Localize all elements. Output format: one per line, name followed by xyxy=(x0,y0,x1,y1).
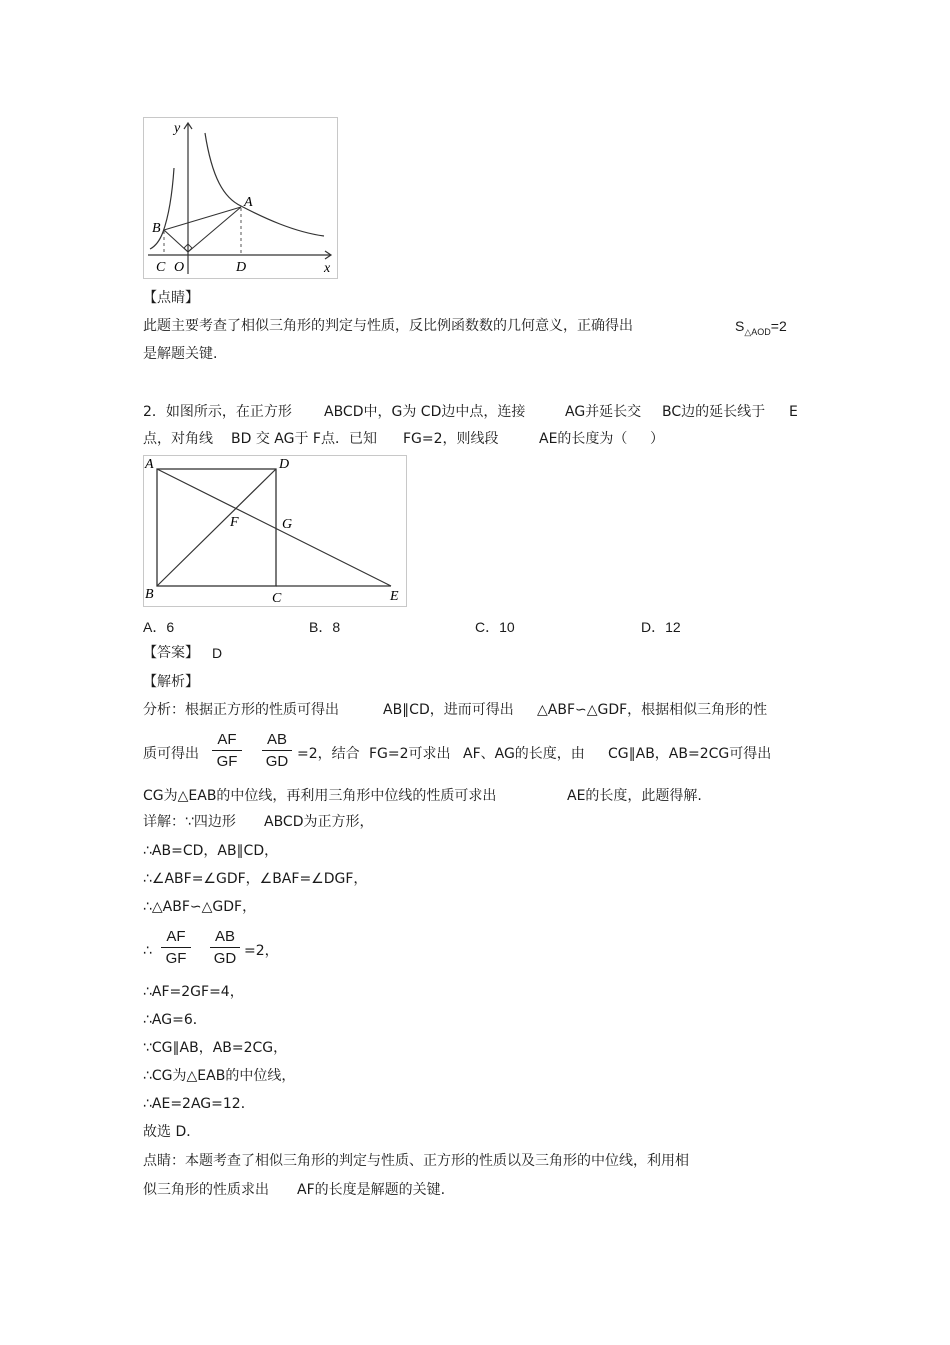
fraction-numerator: AB xyxy=(210,928,240,948)
segment-ba xyxy=(164,207,241,230)
option-b: B．8 xyxy=(309,619,341,635)
analysis-p3-b: AE的长度，此题得解. xyxy=(567,788,702,804)
analysis-p1-b: AB∥CD，进而可得出 xyxy=(383,702,514,718)
label-c: C xyxy=(156,260,166,275)
square-diagram xyxy=(144,456,406,606)
problem2-line1-d: BC边的延长线于 xyxy=(662,404,766,420)
comment1-heading: 【点睛】 xyxy=(143,290,199,306)
label-g: G xyxy=(282,517,293,532)
step-4-prefix: ∴ xyxy=(143,943,152,959)
analysis-p1-a: 分析：根据正方形的性质可得出 xyxy=(143,702,339,718)
fraction-denominator: GD xyxy=(213,950,237,967)
comment2-line1: 点睛：本题考查了相似三角形的判定与性质、正方形的性质以及三角形的中位线，利用相 xyxy=(143,1153,689,1169)
option-c: C．10 xyxy=(475,619,515,635)
step-9: ∴AE=2AG=12． xyxy=(143,1096,255,1112)
step-6: ∴AG=6． xyxy=(143,1012,207,1028)
comment2-line2-a: 似三角形的性质求出 xyxy=(143,1182,269,1198)
figure-hyperbola xyxy=(143,117,338,279)
label-c: C xyxy=(272,591,282,606)
analysis-p2-a: 质可得出 xyxy=(143,746,199,762)
s-symbol: S xyxy=(735,318,745,334)
label-o: O xyxy=(174,260,185,275)
analysis-heading: 【解析】 xyxy=(143,674,199,690)
problem2-line2-a: 点，对角线 xyxy=(143,431,213,447)
hyperbola-right-branch xyxy=(205,133,324,236)
label-b: B xyxy=(152,221,161,236)
fraction-denominator: GF xyxy=(216,753,238,770)
segment-ae xyxy=(157,469,391,586)
s-subscript: △AOD xyxy=(744,326,771,337)
step-8: ∴CG为△EAB的中位线， xyxy=(143,1068,296,1084)
answer-label: 【答案】 xyxy=(143,645,199,661)
fraction-af-gf-step xyxy=(161,928,191,967)
problem2-line2-b: BD 交 AG于 F点．已知 xyxy=(231,431,377,447)
detail-a: 详解：∵四边形 xyxy=(143,814,236,830)
option-a: A．6 xyxy=(143,619,175,635)
step-1: ∴AB=CD，AB∥CD， xyxy=(143,843,279,859)
step-4-suffix: =2， xyxy=(244,943,279,959)
figure-square xyxy=(143,455,407,607)
label-x: x xyxy=(324,261,331,276)
analysis-p3-a: CG为△EAB的中位线，再利用三角形中位线的性质可求出 xyxy=(143,788,497,804)
problem2-line2-e: ） xyxy=(650,431,664,447)
comment1-line1: 此题主要考查了相似三角形的判定与性质，反比例函数数的几何意义，正确得出 xyxy=(143,318,633,334)
fraction-af-gf xyxy=(212,731,242,770)
diagonal-bd xyxy=(157,469,276,586)
analysis-p2-c: FG=2可求出 xyxy=(369,746,451,762)
fraction-numerator: AF xyxy=(212,731,242,751)
fraction-numerator: AF xyxy=(161,928,191,948)
analysis-p2-d: AF、AG的长度，由 xyxy=(463,746,585,762)
step-2: ∴∠ABF=∠GDF，∠BAF=∠DGF， xyxy=(143,871,368,887)
fraction-numerator: AB xyxy=(262,731,292,751)
step-5: ∴AF=2GF=4， xyxy=(143,984,244,1000)
label-d: D xyxy=(279,457,290,472)
problem2-line2-c: FG=2，则线段 xyxy=(403,431,499,447)
fraction-denominator: GD xyxy=(265,753,289,770)
step-10: 故选 D． xyxy=(143,1124,201,1140)
label-y: y xyxy=(174,121,181,136)
analysis-p2-b: =2，结合 xyxy=(297,746,360,762)
analysis-p2-e: CG∥AB，AB=2CG可得出 xyxy=(608,746,772,762)
problem2-line1-a: 2．如图所示，在正方形 xyxy=(143,404,292,420)
problem2-line2-d: AE的长度为（ xyxy=(539,431,628,447)
fraction-denominator: GF xyxy=(165,950,187,967)
problem2-line1-e: E xyxy=(789,404,798,420)
s-value: =2 xyxy=(770,318,787,334)
option-d: D．12 xyxy=(641,619,681,635)
comment1-line2: 是解题关键. xyxy=(143,346,218,362)
segment-oa xyxy=(188,207,241,252)
label-f: F xyxy=(230,515,239,530)
step-3: ∴△ABF∽△GDF， xyxy=(143,899,257,915)
s-aod-expression xyxy=(735,316,787,342)
label-e: E xyxy=(390,589,399,604)
label-b: B xyxy=(145,587,154,602)
label-a: A xyxy=(145,457,154,472)
problem2-line1-c: AG并延长交 xyxy=(565,404,642,420)
detail-b: ABCD为正方形， xyxy=(264,814,374,830)
step-7: ∵CG∥AB，AB=2CG， xyxy=(143,1040,288,1056)
fraction-ab-gd-step xyxy=(210,928,240,967)
problem2-line1-b: ABCD中，G为 CD边中点，连接 xyxy=(324,404,526,420)
answer-value: D xyxy=(212,645,223,661)
hyperbola-graph xyxy=(144,118,337,278)
analysis-p1-c: △ABF∽△GDF，根据相似三角形的性 xyxy=(537,702,768,718)
hyperbola-left-branch xyxy=(150,168,174,249)
fraction-ab-gd xyxy=(262,731,292,770)
label-d: D xyxy=(236,260,247,275)
label-a: A xyxy=(244,195,253,210)
comment2-line2-b: AF的长度是解题的关键. xyxy=(297,1182,446,1198)
